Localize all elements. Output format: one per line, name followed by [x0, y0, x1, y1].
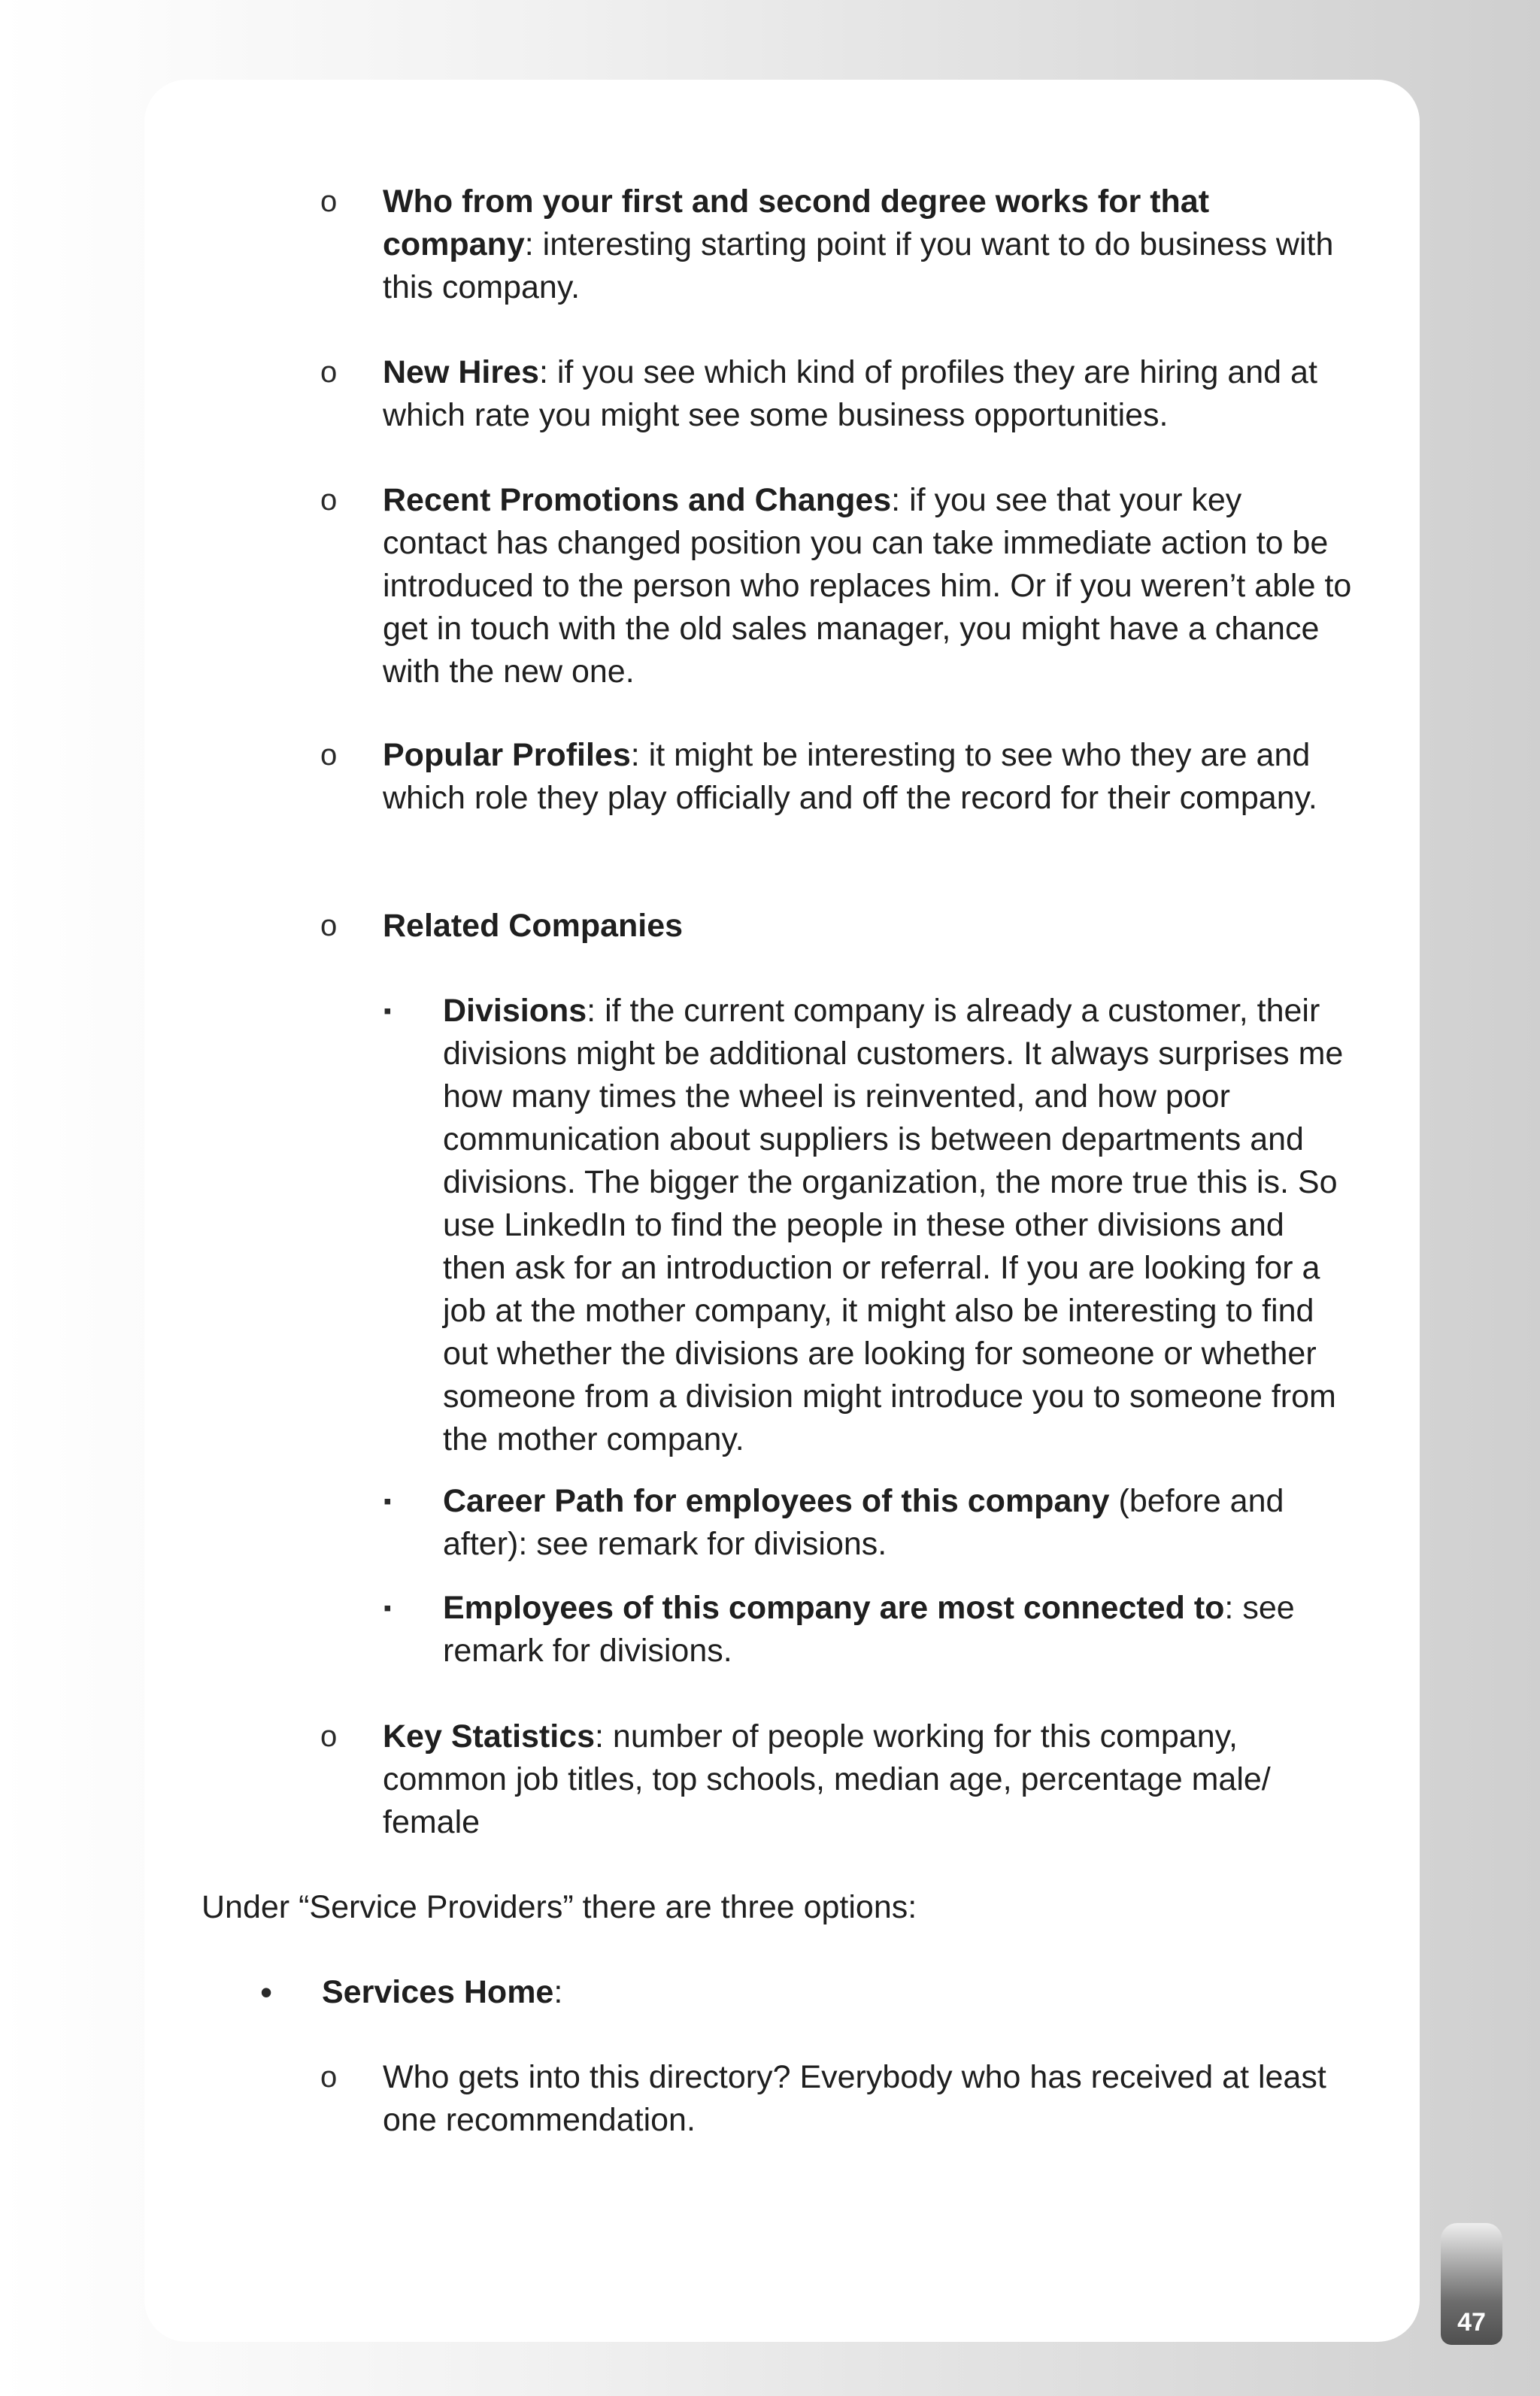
- item-text: :: [553, 1974, 563, 2010]
- item-text: : it might be interesting to see who they are and which role they play officially and off the record for their company.: [383, 737, 1317, 816]
- list-item-services-home: [322, 1971, 1360, 2014]
- list-item-first-second-degree: [383, 180, 1353, 309]
- item-text: : number of people working for this company, common job titles, top schools, median age, percentage male/ female: [383, 1718, 1271, 1840]
- dot-bullet-icon: •: [260, 1973, 273, 2012]
- item-text: : if you see that your key contact has changed position you can take immediate action to be introduced to the person who replaces him. Or if you weren’t able to get in touch with the old sales manager, you might have a chance with the new one.: [383, 482, 1352, 690]
- list-item-divisions: [443, 990, 1353, 1461]
- item-heading: Related Companies: [383, 908, 684, 944]
- list-item-key-statistics: [383, 1715, 1353, 1844]
- list-item-popular-profiles: [383, 734, 1353, 820]
- item-heading: New Hires: [383, 354, 539, 390]
- item-heading: Divisions: [443, 993, 587, 1029]
- item-heading: Career Path for employees of this company: [443, 1483, 1110, 1519]
- item-heading: Recent Promotions and Changes: [383, 482, 892, 518]
- item-heading: Who from your first and second degree works for that company: [383, 183, 1210, 262]
- item-text: : if the current company is already a customer, their divisions might be additional customers. It always surprises me how many times the wheel is reinvented, and how poor communication about suppliers is between departments and divisions. The bigger the organization, the more true this is. So use LinkedIn to find the people in these other divisions and then ask for an introduction or referral. If you are looking for a job at the mother company, it might also be interesting to find out whether the divisions are looking for someone or whether someone from a division might introduce you to someone from the mother company.: [443, 993, 1344, 1457]
- item-text: (before and after): see remark for divisions.: [443, 1483, 1284, 1562]
- square-bullet-icon: ▪: [383, 1596, 392, 1621]
- circle-bullet-icon: o: [320, 739, 338, 772]
- item-heading: Popular Profiles: [383, 737, 631, 773]
- circle-bullet-icon: o: [320, 2061, 338, 2094]
- list-item-related-companies: [383, 905, 1353, 948]
- circle-bullet-icon: o: [320, 909, 338, 942]
- item-heading: Employees of this company are most connected to: [443, 1590, 1225, 1626]
- list-item-recent-promotions: [383, 479, 1353, 693]
- list-item-most-connected: [443, 1587, 1353, 1673]
- item-heading: Key Statistics: [383, 1718, 596, 1755]
- circle-bullet-icon: o: [320, 185, 338, 218]
- item-heading: Services Home: [322, 1974, 554, 2010]
- item-text: : see remark for divisions.: [443, 1590, 1295, 1669]
- square-bullet-icon: ▪: [383, 1489, 392, 1514]
- item-text: : interesting starting point if you want to do business with this company.: [383, 226, 1334, 305]
- circle-bullet-icon: o: [320, 1720, 338, 1753]
- item-text: : if you see which kind of profiles they are hiring and at which rate you might see some business opportunities.: [383, 354, 1317, 433]
- square-bullet-icon: ▪: [383, 999, 392, 1024]
- page-number: 47: [1457, 2308, 1486, 2337]
- circle-bullet-icon: o: [320, 356, 338, 389]
- list-item-career-path: [443, 1480, 1353, 1566]
- list-item-who-gets-in: Who gets into this directory? Everybody who has received at least one recommendation.: [383, 2059, 1326, 2138]
- service-providers-paragraph: Under “Service Providers” there are three options:: [202, 1889, 917, 1925]
- circle-bullet-icon: o: [320, 484, 338, 517]
- list-item-new-hires: [383, 351, 1353, 437]
